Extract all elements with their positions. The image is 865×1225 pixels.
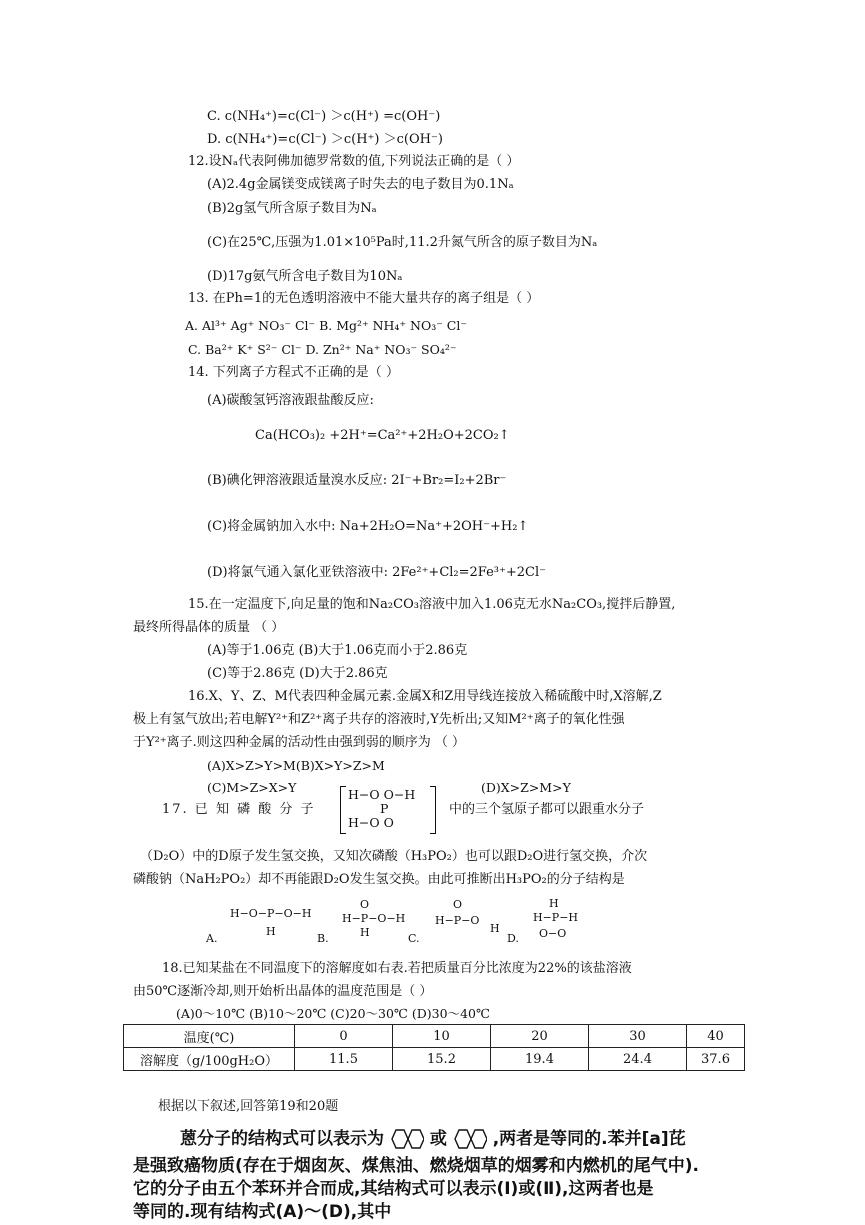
line-option-c: C. c(NH₄⁺)=c(Cl⁻) ＞c(H⁺) =c(OH⁻)	[207, 109, 441, 124]
question-16: 16.X、Y、Z、M代表四种金属元素.金属X和Z用导线连接放入稀硫酸中时,X溶解,Z	[188, 689, 662, 704]
paragraph-line-3: 它的分子由五个苯环并合而成,其结构式可以表示(Ⅰ)或(Ⅱ),这两者也是	[133, 1179, 654, 1199]
table-cell: 溶解度（g/100gH₂O）	[124, 1048, 295, 1071]
q12-option-d: (D)17g氨气所含电子数目为10Nₐ	[207, 269, 403, 284]
q12-option-a: (A)2.4g金属镁变成镁离子时失去的电子数目为0.1Nₐ	[207, 177, 514, 192]
question-12: 12.设Nₐ代表阿佛加德罗常数的值,下列说法正确的是（ ）	[188, 154, 520, 169]
table-cell: 0	[295, 1025, 393, 1048]
table-cell: 19.4	[491, 1048, 589, 1071]
q15-options-cd: (C)等于2.86克 (D)大于2.86克	[207, 666, 388, 681]
question-17-cont2: 磷酸钠（NaH₂PO₂）却不再能跟D₂O发生氢交换。由此可推断出H₃PO₂的分子结构是	[133, 872, 625, 887]
table-row	[124, 1048, 745, 1071]
table-row	[124, 1025, 745, 1048]
structure-option-d: H H−P−H O−O D.	[507, 897, 579, 945]
question-15: 15.在一定温度下,向足量的饱和Na₂CO₃溶液中加入1.06克无水Na₂CO₃,搅拌后静置,	[188, 597, 676, 612]
structure-option-c: O H−P−O H C.	[408, 898, 500, 945]
q12-option-c: (C)在25℃,压强为1.01×10⁵Pa时,11.2升氮气所含的原子数目为Nₐ	[207, 235, 598, 250]
q13-options-ab: A. Al³⁺ Ag⁺ NO₃⁻ Cl⁻ B. Mg²⁺ NH₄⁺ NO₃⁻ Cl⁻	[185, 318, 467, 333]
phosphoric-acid-structure: H−O O−H P H−O O	[340, 786, 436, 834]
table-cell: 30	[589, 1025, 687, 1048]
question-15-cont: 最终所得晶体的质量 （ ）	[133, 620, 285, 635]
structure-option-a: H−O−P−O−H H A.	[206, 907, 312, 945]
table-cell: 温度(℃)	[124, 1025, 295, 1048]
table-cell: 40	[687, 1025, 745, 1048]
question-17-right: 中的三个氢原子都可以跟重水分子	[449, 802, 645, 817]
q14-option-b: (B)碘化钾溶液跟适量溴水反应: 2I⁻+Br₂=I₂+2Br⁻	[207, 473, 507, 488]
question-17-cont: （D₂O）中的D原子发生氢交换，又知次磷酸（H₃PO₂）也可以跟D₂O进行氢交换，介次	[140, 849, 648, 864]
question-17: 17. 已 知 磷 酸 分 子	[162, 802, 316, 817]
q12-option-b: (B)2g氢气所含原子数目为Nₐ	[207, 201, 377, 216]
q14-option-c: (C)将金属钠加入水中: Na+2H₂O=Na⁺+2OH⁻+H₂↑	[207, 519, 529, 534]
table-cell: 37.6	[687, 1048, 745, 1071]
q16-options-ab: (A)X>Z>Y>M(B)X>Y>Z>M	[207, 758, 385, 773]
q13-options-cd: C. Ba²⁺ K⁺ S²⁻ Cl⁻ D. Zn²⁺ Na⁺ NO₃⁻ SO₄²⁻	[188, 342, 457, 357]
q18-options: (A)0～10℃ (B)10～20℃ (C)20～30℃ (D)30～40℃	[176, 1006, 490, 1021]
q19-intro: 根据以下叙述,回答第19和20题	[158, 1099, 339, 1114]
question-16-cont2: 于Y²⁺离子.则这四种金属的活动性由强到弱的顺序为 （ ）	[133, 735, 466, 750]
anthracene-structure-2	[453, 1128, 487, 1150]
question-18-cont: 由50℃逐渐冷却,则开始析出晶体的温度范围是（ ）	[133, 984, 433, 999]
table-cell: 15.2	[393, 1048, 491, 1071]
paragraph-line-4: 等同的.现有结构式(A)～(D),其中	[133, 1202, 392, 1222]
solubility-table	[123, 1024, 745, 1071]
question-13: 13. 在Ph=1的无色透明溶液中不能大量共存的离子组是（ ）	[188, 291, 540, 306]
question-14: 14. 下列离子方程式不正确的是（ ）	[188, 365, 399, 380]
table-cell: 11.5	[295, 1048, 393, 1071]
table-cell: 10	[393, 1025, 491, 1048]
q14-option-a-equation: Ca(HCO₃)₂ +2H⁺=Ca²⁺+2H₂O+2CO₂↑	[255, 428, 510, 443]
structure-option-b: O H−P−O−H H B.	[317, 898, 406, 945]
table-cell: 24.4	[589, 1048, 687, 1071]
q14-option-a: (A)碳酸氢钙溶液跟盐酸反应:	[207, 393, 374, 408]
anthracene-structure-1	[390, 1128, 424, 1150]
table-cell: 20	[491, 1025, 589, 1048]
q16-option-d: (D)X>Z>M>Y	[481, 780, 571, 795]
q15-options-ab: (A)等于1.06克 (B)大于1.06克而小于2.86克	[207, 643, 468, 658]
q14-option-d: (D)将氯气通入氯化亚铁溶液中: 2Fe²⁺+Cl₂=2Fe³⁺+2Cl⁻	[207, 565, 547, 580]
question-16-cont: 极上有氢气放出;若电解Y²⁺和Z²⁺离子共存的溶液时,Y先析出;又知M²⁺离子的氧化性强	[133, 712, 625, 727]
line-option-d: D. c(NH₄⁺)=c(Cl⁻) ＞c(H⁺) ＞c(OH⁻)	[207, 132, 443, 147]
question-18: 18.已知某盐在不同温度下的溶解度如右表.若把质量百分比浓度为22%的该盐溶液	[162, 961, 632, 976]
paragraph-line-2: 是强致癌物质(存在于烟囱灰、煤焦油、燃烧烟草的烟雾和内燃机的尾气中).	[133, 1156, 699, 1176]
q16-option-c: (C)M>Z>X>Y	[207, 780, 297, 795]
anthracene-line-1: 蒽分子的结构式可以表示为 或 ,两者是等同的.苯并[a]芘	[180, 1129, 686, 1149]
